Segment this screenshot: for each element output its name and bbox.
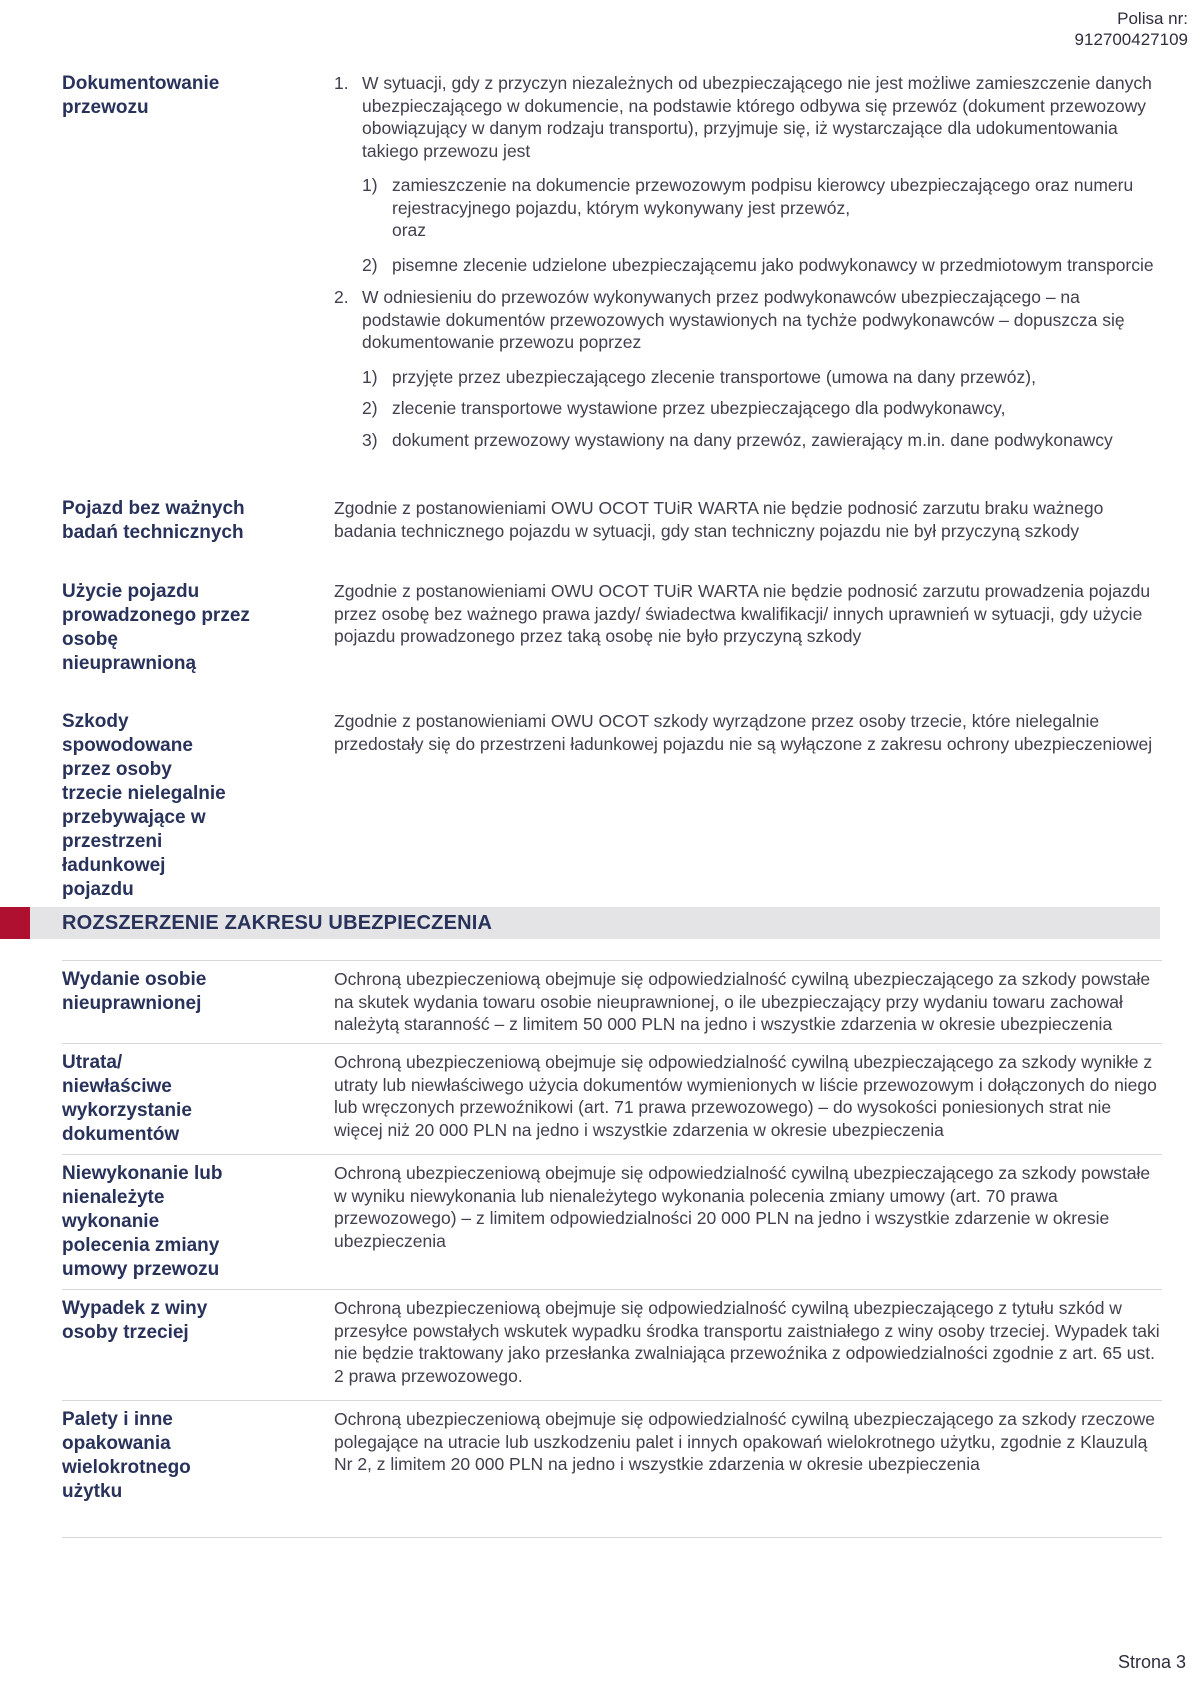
policy-number: 912700427109 [1074, 30, 1188, 49]
doc-subitem: 1) zamieszczenie na dokumencie przewozowym podpisu kierowcy ubezpieczającego oraz numeru rejestracyjnego pojazdu, którym wykonywany jest przewóz, oraz [362, 175, 1134, 240]
doc-main-list [334, 72, 1162, 451]
extension-row [62, 1290, 1162, 1401]
extension-row-label: Niewykonanie lub nienależyte wykonanie polecenia zmiany umowy przewozu [62, 1163, 223, 1280]
doc-subitem: 2) zlecenie transportowe wystawione przez ubezpieczającego dla podwykonawcy, [362, 398, 1006, 418]
extension-row-text: Ochroną ubezpieczeniową obejmuje się odpowiedzialność cywilną ubezpieczającego z tytułu szkód w przesyłce powstałych wskutek wypadku środka transportu zaistniałego z winy osoby trzeciej. Wypadek taki nie będzie traktowany jako przesłanka zwalniająca przewoźnika z odpowiedzialności zgodnie z art. 65 ust. 2 prawa przewozowego. [334, 1298, 1160, 1386]
extension-row-label: Utrata/ niewłaściwe wykorzystanie dokumentów [62, 1052, 192, 1145]
doc-section [62, 72, 1162, 463]
doc-item-1-text: W sytuacji, gdy z przyczyn niezależnych od ubezpieczającego nie jest możliwe zamieszczenie danych ubezpieczającego w dokumencie, na podstawie którego odbywa się przewóz (dokument przewozowy obowiązujący w danym rodzaju transportu), przyjmuje się, iż wystarczające dla udokumentowania takiego przewozu jest [362, 73, 1152, 161]
extension-row-text: Ochroną ubezpieczeniową obejmuje się odpowiedzialność cywilną ubezpieczającego za szkody powstałe w wyniku niewykonania lub nienależytego wykonania polecenia zmiany umowy (art. 70 prawa przewozowego) – z limitem odpowiedzialności 20 000 PLN na jedno i wszystkie zdarzenie w okresie ubezpieczenia [334, 1163, 1151, 1251]
policy-number-block [1075, 8, 1188, 50]
doc-subitem: 3) dokument przewozowy wystawiony na dany przewóz, zawierający m.in. dane podwykonawcy [362, 429, 1113, 450]
clause-text: Zgodnie z postanowieniami OWU OCOT TUiR WARTA nie będzie podnosić zarzutu prowadzenia pojazdu przez osobę bez ważnego prawa jazdy/ świadectwa kwalifikacji/ innych uprawnień w sytuacji, gdy użycie pojazdu prowadzonego przez taką osobę nie było przyczyną szkody [334, 581, 1151, 646]
doc-subitem: 2) pisemne zlecenie udzielone ubezpieczającemu jako podwykonawcy w przedmiotowym transporcie [362, 254, 1154, 275]
clause-section [62, 580, 1162, 676]
extension-row-label: Wydanie osobie nieuprawnionej [62, 969, 207, 1014]
doc-item-2-sublist [362, 366, 1162, 452]
extension-row-label: Palety i inne opakowania wielokrotnego użytku [62, 1409, 191, 1502]
doc-item-1: 1. W sytuacji, gdy z przyczyn niezależnych od ubezpieczającego nie jest możliwe zamieszczenie danych ubezpieczającego w dokumencie, na podstawie którego odbywa się przewóz (dokument przewozowy obowiązujący w danym rodzaju transportu), przyjmuje się, iż wystarczające dla udokumentowania takiego przewozu jest 1) zamieszczenie na dokumencie przewozowym podpisu kierowcy ubezpieczającego oraz numeru rejestracyjnego pojazdu, którym wykonywany jest przewóz, oraz 2) pisemne zlecenie udzielone ubezpieczającemu jako podwykonawcy w przedmiotowym transporcie [334, 72, 1162, 276]
clause-section [62, 710, 1162, 902]
extension-row-text: Ochroną ubezpieczeniową obejmuje się odpowiedzialność cywilną ubezpieczającego za szkody wynikłe z utraty lub niewłaściwego użycia dokumentów wymienionych w liście przewozowym i dołączonych do niego lub wręczonych przewoźnikowi (art. 71 prawa przewozowego) – do wysokości poniesionych strat nie więcej niż 20 000 PLN na jedno i wszystkie zdarzenia w okresie ubezpieczenia [334, 1052, 1157, 1140]
extension-section-title: ROZSZERZENIE ZAKRESU UBEZPIECZENIA [62, 912, 493, 934]
clause-label: Szkody spowodowane przez osoby trzecie nielegalnie przebywające w przestrzeni ładunkowej pojazdu [62, 711, 226, 900]
extension-row [62, 1044, 1162, 1155]
doc-item-2: 2. W odniesieniu do przewozów wykonywanych przez podwykonawców ubezpieczającego – na podstawie dokumentów przewozowych wystawionych na tychże podwykonawców – dopuszcza się dokumentowanie przewozu poprzez 1) przyjęte przez ubezpieczającego zlecenie transportowe (umowa na dany przewóz), 2) zlecenie transportowe wystawione przez ubezpieczającego dla podwykonawcy, 3) dokument przewozowy wystawiony na dany przewóz, zawierający m.in. dane podwykonawcy [334, 286, 1162, 451]
clause-label: Pojazd bez ważnych badań technicznych [62, 498, 245, 543]
extension-row-label: Wypadek z winy osoby trzeciej [62, 1298, 208, 1343]
extension-row [62, 961, 1162, 1044]
extension-row [62, 1401, 1162, 1538]
doc-subitem: 1) przyjęte przez ubezpieczającego zlecenie transportowe (umowa na dany przewóz), [362, 366, 1036, 387]
doc-item-1-sublist [362, 174, 1162, 276]
extension-table [62, 960, 1162, 1538]
doc-section-label: Dokumentowanie przewozu [62, 73, 220, 118]
clause-text: Zgodnie z postanowieniami OWU OCOT TUiR WARTA nie będzie podnosić zarzutu braku ważnego badania technicznego pojazdu w sytuacji, gdy stan techniczny pojazdu nie był przyczyną szkody [334, 498, 1104, 541]
extension-row [62, 1155, 1162, 1290]
extension-row-text: Ochroną ubezpieczeniową obejmuje się odpowiedzialność cywilną ubezpieczającego za szkody powstałe na skutek wydania towaru osobie nieuprawnionej, o ile ubezpieczający przy wydaniu towaru zachował należytą staranność – z limitem 50 000 PLN na jedno i wszystkie zdarzenia w okresie ubezpieczenia [334, 969, 1151, 1034]
doc-item-2-text: W odniesieniu do przewozów wykonywanych przez podwykonawców ubezpieczającego – na podstawie dokumentów przewozowych wystawionych na tychże podwykonawców – dopuszcza się dokumentowanie przewozu poprzez [362, 287, 1125, 352]
page-number: Strona 3 [1117, 1652, 1186, 1672]
section-accent-bar [0, 907, 30, 939]
clause-text: Zgodnie z postanowieniami OWU OCOT szkody wyrządzone przez osoby trzecie, które nielegalnie przedostały się do przestrzeni ładunkowej pojazdu nie są wyłączone z zakresu ochrony ubezpieczeniowej [334, 711, 1153, 754]
clause-label: Użycie pojazdu prowadzonego przez osobę nieuprawnioną [62, 581, 250, 674]
policy-label: Polisa nr: [1117, 9, 1188, 28]
extension-section-header [0, 907, 1160, 939]
extension-row-text: Ochroną ubezpieczeniową obejmuje się odpowiedzialność cywilną ubezpieczającego za szkody rzeczowe polegające na utracie lub uszkodzeniu palet i innych opakowań wielokrotnego użytku, zgodnie z Klauzulą Nr 2, z limitem 20 000 PLN na jedno i wszystkie zdarzenia w okresie ubezpieczenia [334, 1409, 1156, 1474]
clause-section [62, 497, 1162, 545]
doc-section-content [252, 72, 1162, 463]
